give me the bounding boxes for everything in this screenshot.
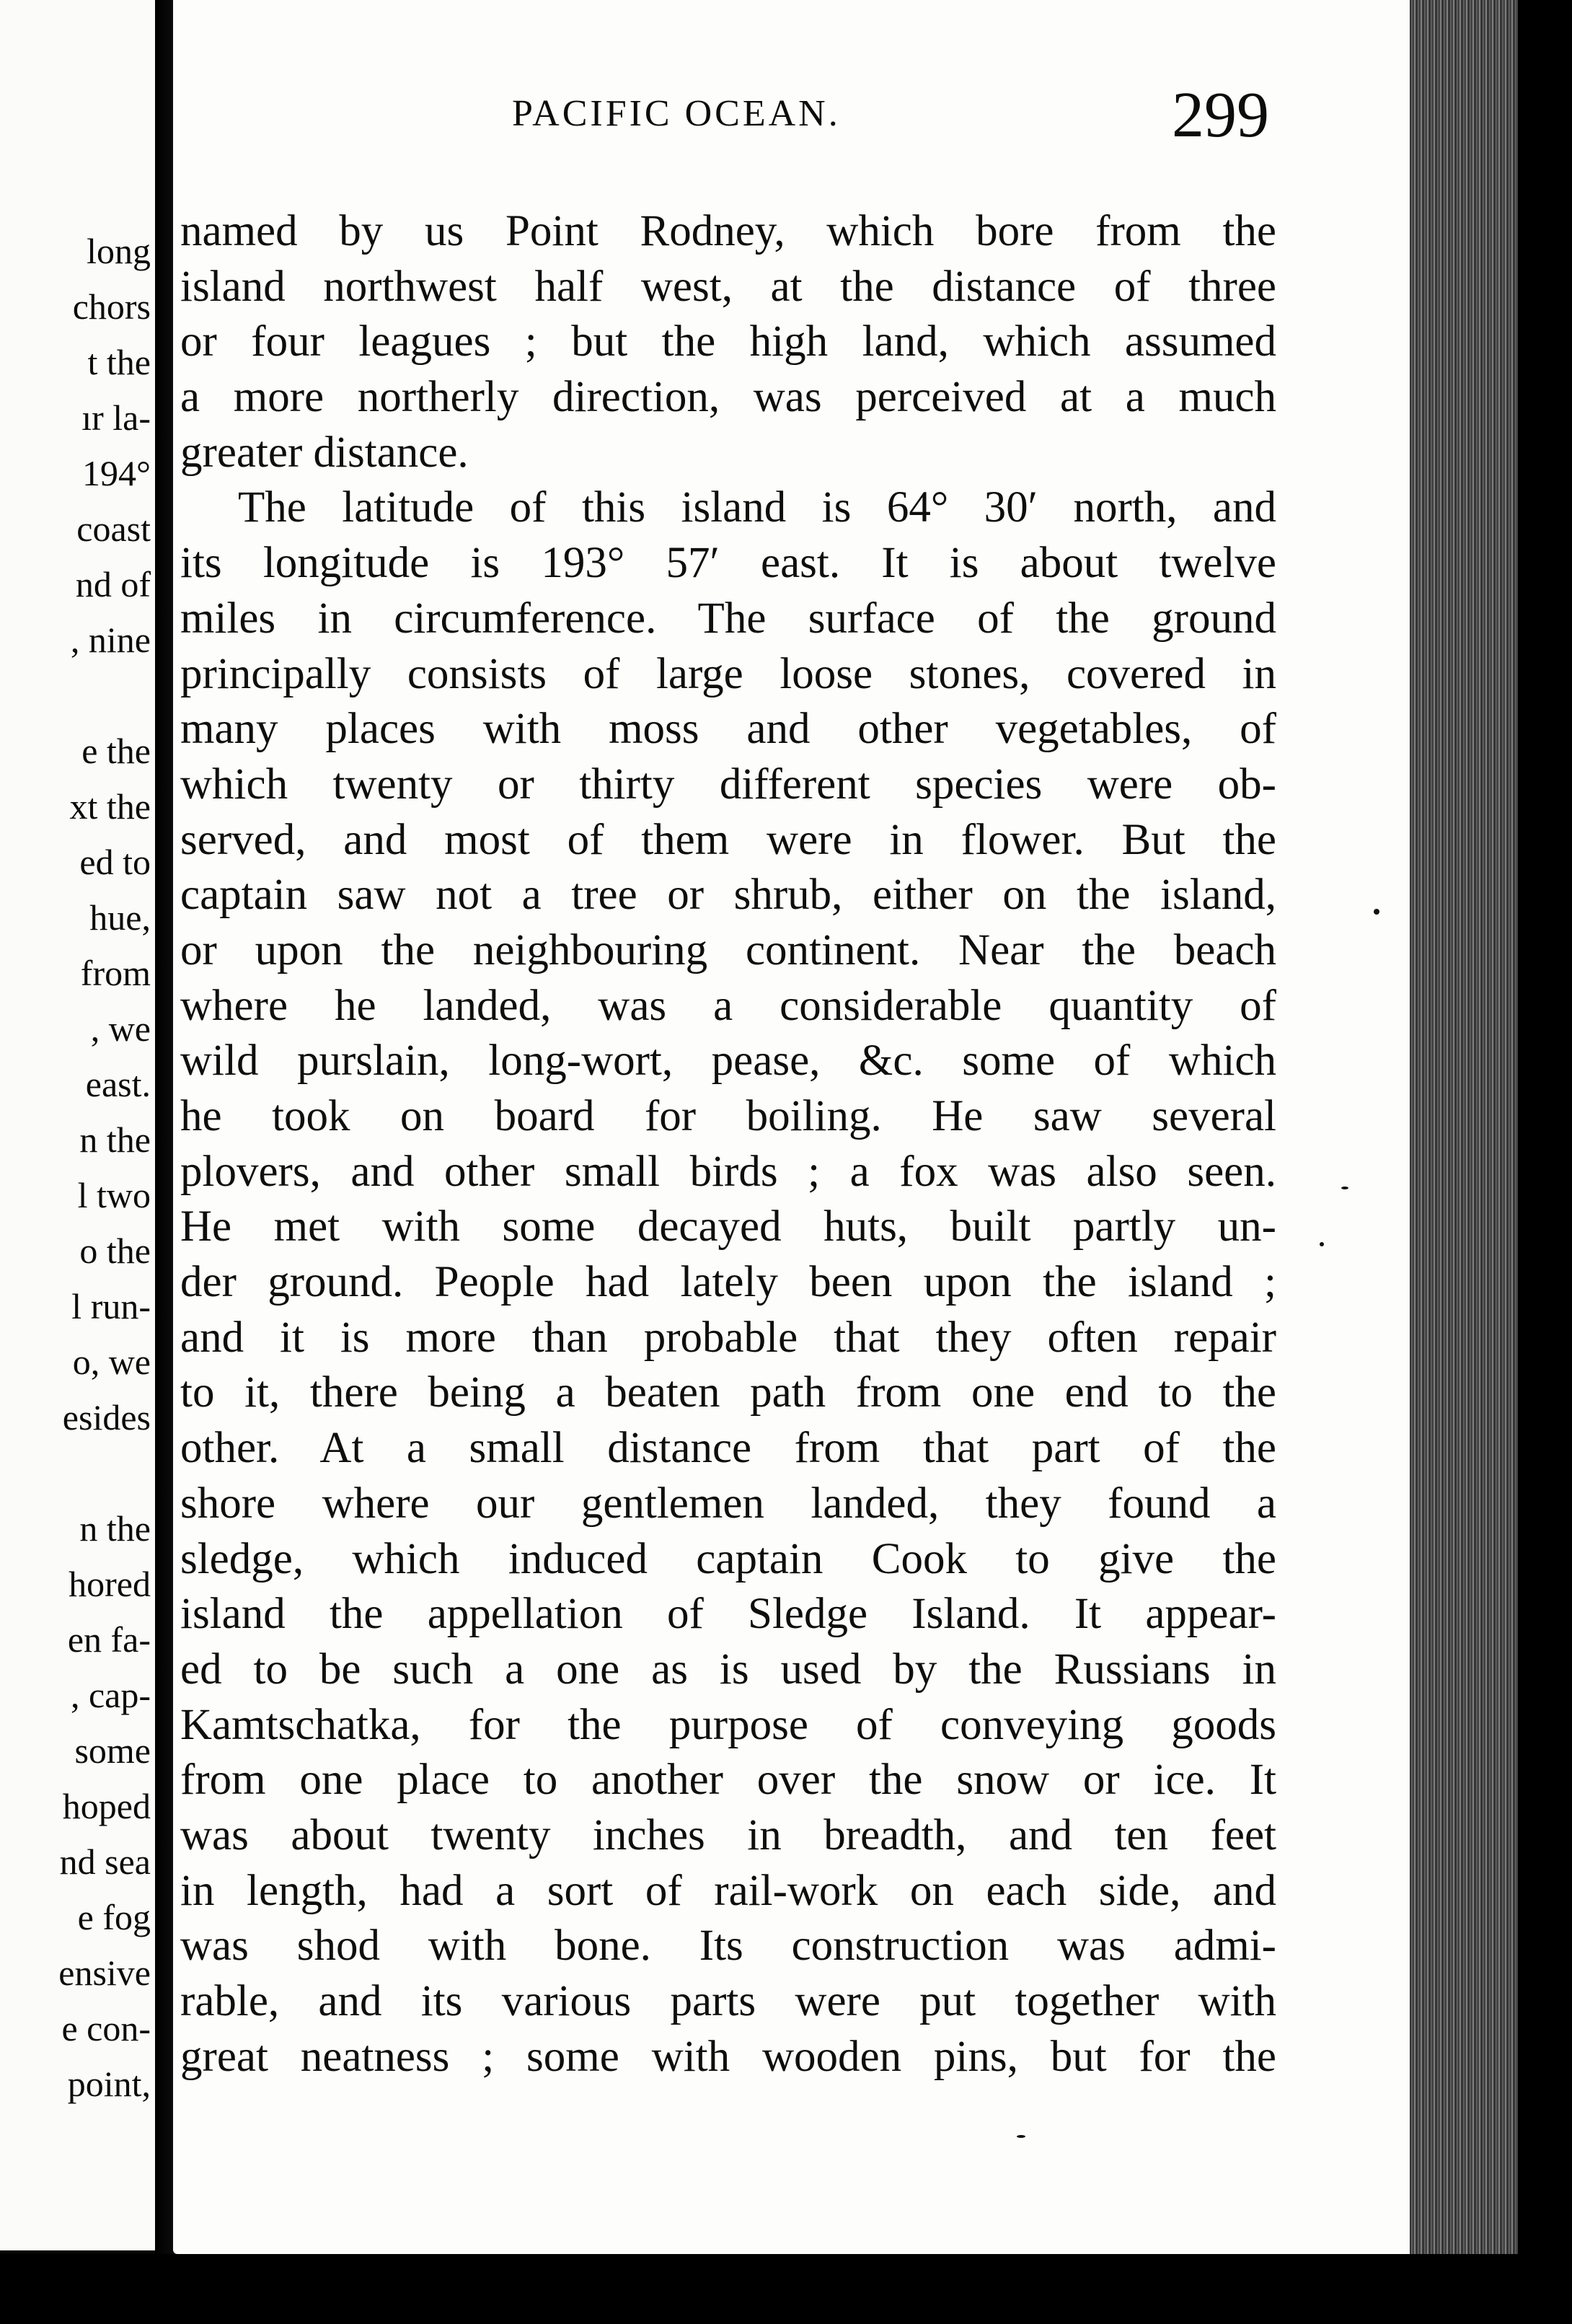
page-number: 299 bbox=[1172, 79, 1269, 151]
previous-page-text bbox=[0, 224, 155, 2112]
previous-page-line: ır la- bbox=[81, 397, 151, 438]
text-line: der ground. People had lately been upon the island ; bbox=[180, 1258, 1276, 1307]
previous-page-line: xt the bbox=[69, 786, 151, 827]
text-line: was about twenty inches in breadth, and ten feet bbox=[180, 1810, 1276, 1859]
previous-page-line: , nine bbox=[70, 620, 151, 660]
text-line: shore where our gentlemen landed, they found a bbox=[180, 1479, 1276, 1528]
previous-page-line: o the bbox=[79, 1231, 151, 1271]
bottom-shadow bbox=[0, 2254, 1572, 2324]
text-line: sledge, which induced captain Cook to give the bbox=[180, 1534, 1276, 1583]
page-content bbox=[173, 0, 1421, 2254]
text-line: principally consists of large loose stones, covered in bbox=[180, 649, 1276, 698]
text-line: in length, had a sort of rail-work on each side, and bbox=[180, 1866, 1276, 1915]
text-line: captain saw not a tree or shrub, either on the island, bbox=[180, 871, 1276, 920]
text-line: island northwest half west, at the distance of three bbox=[180, 262, 1276, 311]
running-head: PACIFIC OCEAN. bbox=[512, 93, 841, 134]
text-line: many places with moss and other vegetables, of bbox=[180, 705, 1276, 754]
text-line: or four leagues ; but the high land, which assumed bbox=[180, 317, 1276, 366]
previous-page-line: l two bbox=[77, 1175, 151, 1215]
text-line: wild purslain, long-wort, pease, &c. some of which bbox=[180, 1036, 1276, 1086]
text-line: to it, there being a beaten path from one end to the bbox=[180, 1368, 1276, 1417]
previous-page-line: hored bbox=[69, 1564, 151, 1604]
text-line: greater distance. bbox=[180, 428, 469, 477]
previous-page-line: en fa- bbox=[67, 1619, 151, 1660]
ink-speck bbox=[1320, 1242, 1324, 1246]
text-line: Kamtschatka, for the purpose of conveying goods bbox=[180, 1700, 1276, 1749]
previous-page-line: 194° bbox=[82, 453, 151, 493]
text-line: its longitude is 193° 57′ east. It is about twelve bbox=[180, 539, 1276, 588]
text-line: ed to be such a one as is used by the Russians in bbox=[180, 1645, 1276, 1694]
previous-page-line: n the bbox=[79, 1508, 151, 1549]
text-line: miles in circumference. The surface of the ground bbox=[180, 594, 1276, 643]
previous-page-line: l run- bbox=[71, 1286, 151, 1326]
previous-page-line: e the bbox=[81, 731, 151, 771]
text-line: island the appellation of Sledge Island. It appear- bbox=[180, 1590, 1276, 1639]
text-line: rable, and its various parts were put together with bbox=[180, 1977, 1276, 2025]
text-line: named by us Point Rodney, which bore from the bbox=[180, 207, 1276, 255]
previous-page-fragment bbox=[0, 0, 159, 2250]
body-text bbox=[180, 204, 1276, 2085]
ink-speck bbox=[1017, 2135, 1025, 2138]
previous-page-line: coast bbox=[76, 509, 151, 549]
text-line: The latitude of this island is 64° 30′ north, and bbox=[238, 483, 1276, 532]
previous-page-line: hoped bbox=[62, 1786, 151, 1826]
text-line: where he landed, was a considerable quantity of bbox=[180, 981, 1276, 1030]
text-line: from one place to another over the snow or ice. It bbox=[180, 1756, 1276, 1805]
ink-speck bbox=[1341, 1187, 1348, 1189]
previous-page-line: east. bbox=[85, 1064, 151, 1104]
text-line: which twenty or thirty different species were ob- bbox=[180, 760, 1276, 809]
previous-page-line: some bbox=[74, 1730, 151, 1771]
previous-page-line: e con- bbox=[61, 2008, 151, 2048]
text-line: great neatness ; some with wooden pins, but for the bbox=[180, 2032, 1276, 2081]
page bbox=[173, 0, 1421, 2254]
page-edges bbox=[1410, 0, 1572, 2324]
text-line: was shod with bone. Its construction was admi- bbox=[180, 1922, 1276, 1971]
previous-page-line: , we bbox=[90, 1008, 151, 1049]
previous-page-line bbox=[0, 668, 155, 723]
previous-page-line: esides bbox=[62, 1397, 151, 1438]
previous-page-line: long bbox=[87, 231, 151, 271]
previous-page-line: hue, bbox=[89, 897, 151, 938]
stacked-page-edges bbox=[1410, 0, 1518, 2258]
text-line: he took on board for boiling. He saw several bbox=[180, 1092, 1276, 1140]
previous-page-line: nd of bbox=[75, 564, 151, 604]
previous-page-line: point, bbox=[67, 2064, 151, 2104]
previous-page-line: o, we bbox=[72, 1342, 151, 1382]
text-line: other. At a small distance from that part of the bbox=[180, 1424, 1276, 1473]
cover-shadow bbox=[1518, 0, 1572, 2324]
text-line: and it is more than probable that they often repair bbox=[180, 1313, 1276, 1362]
text-line: plovers, and other small birds ; a fox was also seen. bbox=[180, 1147, 1276, 1196]
text-line: He met with some decayed huts, built partly un- bbox=[180, 1202, 1276, 1251]
previous-page-line: t the bbox=[87, 342, 151, 382]
text-line: a more northerly direction, was perceived at a much bbox=[180, 373, 1276, 422]
previous-page-line: ensive bbox=[58, 1953, 151, 1993]
previous-page-line: , cap- bbox=[70, 1675, 151, 1715]
previous-page-line bbox=[0, 1445, 155, 1501]
text-line: or upon the neighbouring continent. Near the beach bbox=[180, 925, 1276, 974]
ink-speck bbox=[1374, 909, 1379, 915]
previous-page-line: ed to bbox=[79, 842, 151, 882]
previous-page-line: n the bbox=[79, 1119, 151, 1160]
text-line: served, and most of them were in flower. But the bbox=[180, 815, 1276, 864]
previous-page-line: chors bbox=[72, 286, 151, 327]
previous-page-line: from bbox=[80, 953, 151, 993]
previous-page-line: nd sea bbox=[59, 1841, 151, 1882]
previous-page-line: e fog bbox=[77, 1897, 151, 1937]
